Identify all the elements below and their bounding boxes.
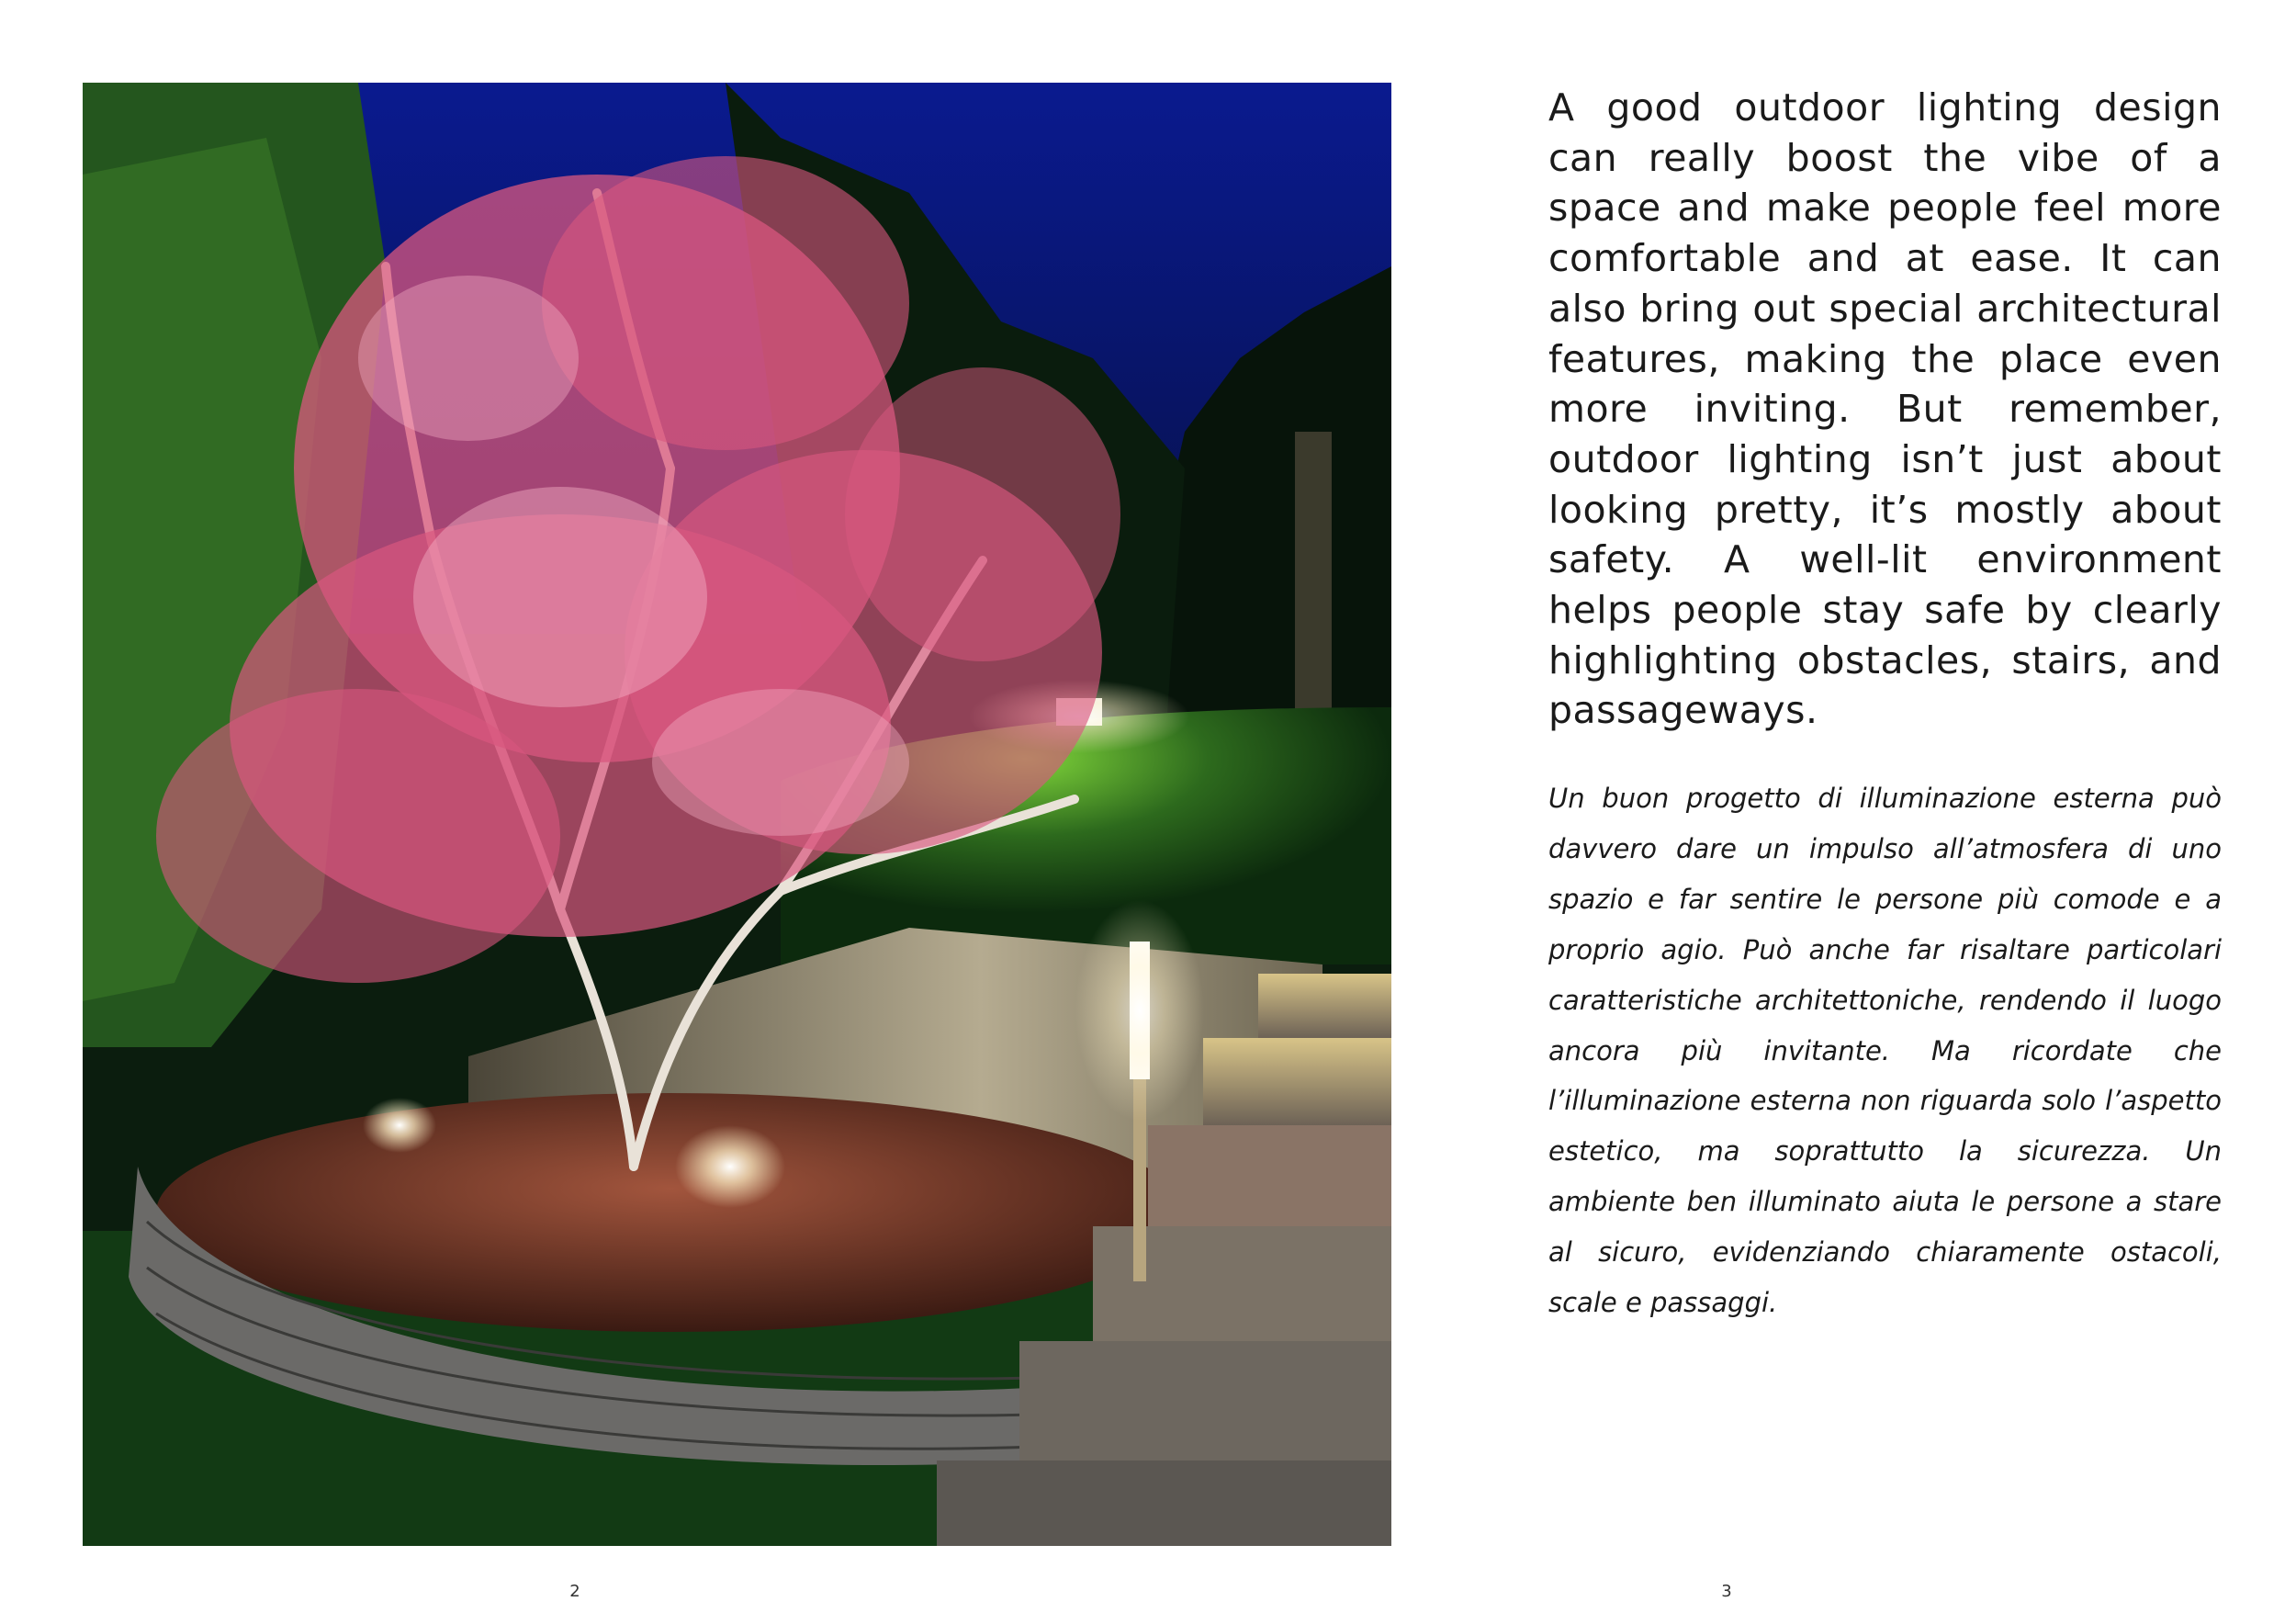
english-paragraph: A good outdoor lighting design can really boost the vibe of a space and make people feel more comfortable and at ease. It can also bring out special architectural features, making the place even more inviting. But remember, outdoor lighting isn’t just about looking pretty, it’s mostly about safety. A well-lit environment helps people stay safe by clearly highlighting obstacles, stairs, and passageways.: [1548, 85, 2222, 733]
right-page: [1148, 0, 2296, 1624]
page-number-left: 2: [569, 1582, 580, 1601]
page-number-right: 3: [1721, 1582, 1732, 1601]
spotlight-left: [363, 1098, 436, 1153]
flower-bed-mulch: [156, 1093, 1185, 1332]
italian-paragraph: Un buon progetto di illuminazione esterna può davvero dare un impulso all’atmosfera di uno spazio e far sentire le persone più comode e a proprio agio. Può anche far risaltare particolari caratteristiche architettoniche, rendendo il luogo ancora più invitante. Ma ricordate che l’illuminazione esterna non riguarda solo l’aspetto estetico, ma soprattutto la sicurezza. Un ambiente ben illuminato aiuta le persone a stare al sicuro, evidenziando chiaramente ostacoli, scale e passaggi.: [1548, 783, 2222, 1319]
spotlight-center: [675, 1125, 785, 1208]
